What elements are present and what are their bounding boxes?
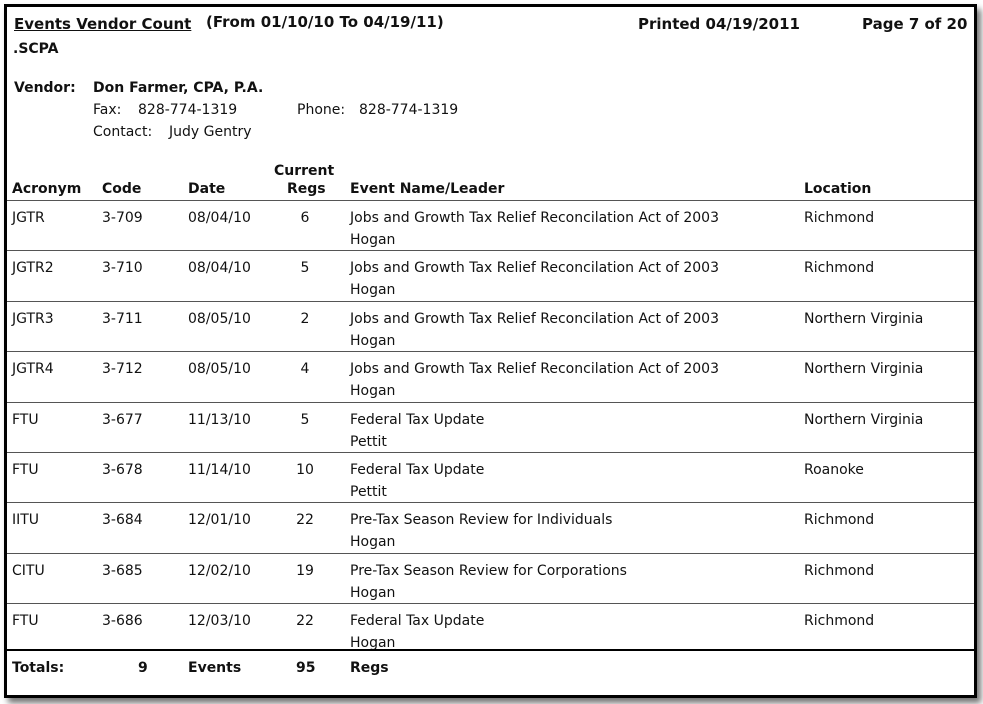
report-page [4,4,977,698]
cell-location: Richmond [804,562,875,579]
cell-code: 3-684 [102,512,143,529]
table-row [7,301,974,352]
col-event: Event Name/Leader [350,181,505,197]
cell-regs: 19 [296,562,314,579]
cell-acronym: FTU [12,411,39,428]
table-row [7,553,974,604]
cell-acronym: JGTR3 [12,310,54,327]
cell-leader: Pettit [350,484,387,500]
contact-label: Contact: [93,124,153,140]
cell-leader: Hogan [350,383,396,400]
vendor-name: Don Farmer, CPA, P.A. [93,80,264,96]
cell-event-name: Pre-Tax Season Review for Corporations [350,562,627,579]
printed-date: Printed 04/19/2011 [638,15,800,33]
cell-regs: 22 [296,512,314,529]
cell-date: 12/02/10 [188,562,251,579]
cell-leader: Hogan [350,584,396,601]
events-count: 9 [138,660,148,676]
cell-regs: 2 [300,310,310,327]
cell-acronym: FTU [12,613,39,630]
col-code: Code [102,181,142,197]
regs-count: 95 [296,660,316,676]
events-label: Events [188,660,242,676]
table-row [7,200,974,251]
table-row [7,452,974,503]
cell-date: 11/14/10 [188,462,251,478]
cell-event-name: Federal Tax Update [350,462,485,478]
table-row [7,402,974,453]
cell-date: 08/04/10 [188,260,251,277]
table-row [7,250,974,301]
col-date: Date [188,181,226,197]
cell-acronym: JGTR4 [12,361,54,378]
page-number: Page 7 of 20 [862,15,968,33]
cell-regs: 4 [300,361,310,378]
table-row [7,502,974,553]
cell-leader: Hogan [350,232,396,248]
cell-event-name: Pre-Tax Season Review for Individuals [350,512,613,529]
cell-date: 08/05/10 [188,310,251,327]
col-regs-line2: Regs [287,181,326,197]
cell-regs: 22 [296,613,314,630]
fax-label: Fax: [93,102,122,118]
cell-date: 08/04/10 [188,210,251,226]
cell-event-name: Federal Tax Update [350,411,485,428]
cell-event-name: Jobs and Growth Tax Relief Reconcilation Act of 2003 [350,260,719,277]
cell-code: 3-710 [102,260,143,277]
cell-leader: Hogan [350,332,396,349]
fax-value: 828-774-1319 [138,102,238,118]
contact-value: Judy Gentry [169,124,252,140]
cell-regs: 5 [300,260,310,277]
cell-location: Northern Virginia [804,310,924,327]
cell-leader: Pettit [350,433,387,450]
cell-event-name: Jobs and Growth Tax Relief Reconcilation Act of 2003 [350,361,719,378]
cell-location: Northern Virginia [804,411,924,428]
table-row [7,351,974,402]
cell-code: 3-677 [102,411,143,428]
regs-label: Regs [350,660,389,676]
cell-leader: Hogan [350,534,396,551]
cell-date: 08/05/10 [188,361,251,378]
cell-regs: 6 [300,210,310,226]
cell-location: Richmond [804,260,875,277]
cell-code: 3-712 [102,361,143,378]
cell-date: 12/03/10 [188,613,251,630]
cell-acronym: JGTR2 [12,260,54,277]
cell-location: Richmond [804,613,875,630]
organization: .SCPA [13,41,59,57]
cell-code: 3-709 [102,210,143,226]
cell-acronym: FTU [12,462,39,478]
cell-acronym: JGTR [12,210,45,226]
table-row [7,603,974,654]
cell-location: Richmond [804,210,875,226]
cell-date: 12/01/10 [188,512,251,529]
col-acronym: Acronym [12,181,82,197]
totals-row [7,649,974,697]
col-regs-line1: Current [274,163,335,179]
date-range: (From 01/10/10 To 04/19/11) [206,13,444,31]
cell-date: 11/13/10 [188,411,251,428]
cell-code: 3-686 [102,613,143,630]
cell-location: Richmond [804,512,875,529]
cell-location: Roanoke [804,462,864,478]
cell-code: 3-678 [102,462,143,478]
cell-event-name: Jobs and Growth Tax Relief Reconcilation Act of 2003 [350,210,719,226]
cell-location: Northern Virginia [804,361,924,378]
cell-event-name: Jobs and Growth Tax Relief Reconcilation Act of 2003 [350,310,719,327]
report-title: Events Vendor Count [14,15,192,33]
phone-value: 828-774-1319 [359,102,459,118]
cell-leader: Hogan [350,635,396,652]
cell-regs: 10 [296,462,314,478]
col-location: Location [804,181,872,197]
cell-event-name: Federal Tax Update [350,613,485,630]
cell-acronym: CITU [12,562,45,579]
cell-acronym: IITU [12,512,40,529]
cell-code: 3-685 [102,562,143,579]
phone-label: Phone: [297,102,346,118]
totals-label: Totals: [12,660,65,676]
cell-regs: 5 [300,411,310,428]
cell-leader: Hogan [350,282,396,299]
vendor-label: Vendor: [14,80,76,96]
cell-code: 3-711 [102,310,143,327]
